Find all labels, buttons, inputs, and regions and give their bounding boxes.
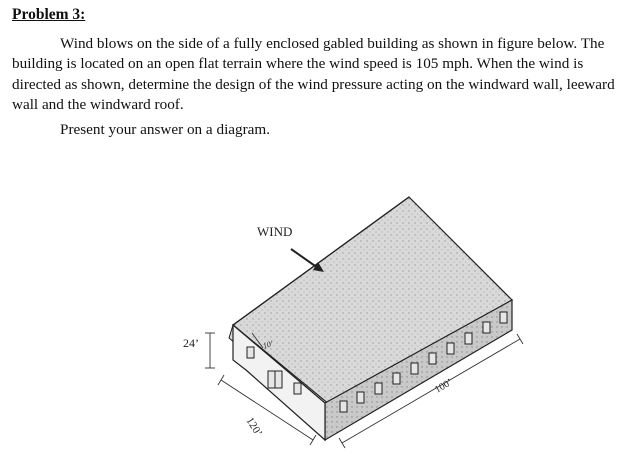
wind-arrow bbox=[291, 249, 318, 268]
width-label: 100’ bbox=[433, 376, 455, 396]
instruction-text: Present your answer on a diagram. bbox=[60, 121, 271, 138]
problem-title: Problem 3: bbox=[12, 6, 86, 23]
length-label: 120’ bbox=[243, 415, 265, 439]
wind-label: WIND bbox=[257, 224, 293, 239]
height-label: 24’ bbox=[183, 336, 199, 350]
problem-statement: Wind blows on the side of a fully enclosed gabled building as shown in figure below. The building is located on an open flat terrain where the wind speed is 105 mph. When the wind is directed as shown, determine the design of the wind pressure acting on the windward wall, leeward wall and the windward roof. bbox=[12, 35, 615, 113]
roof-rise-label: 10’ bbox=[261, 338, 275, 351]
